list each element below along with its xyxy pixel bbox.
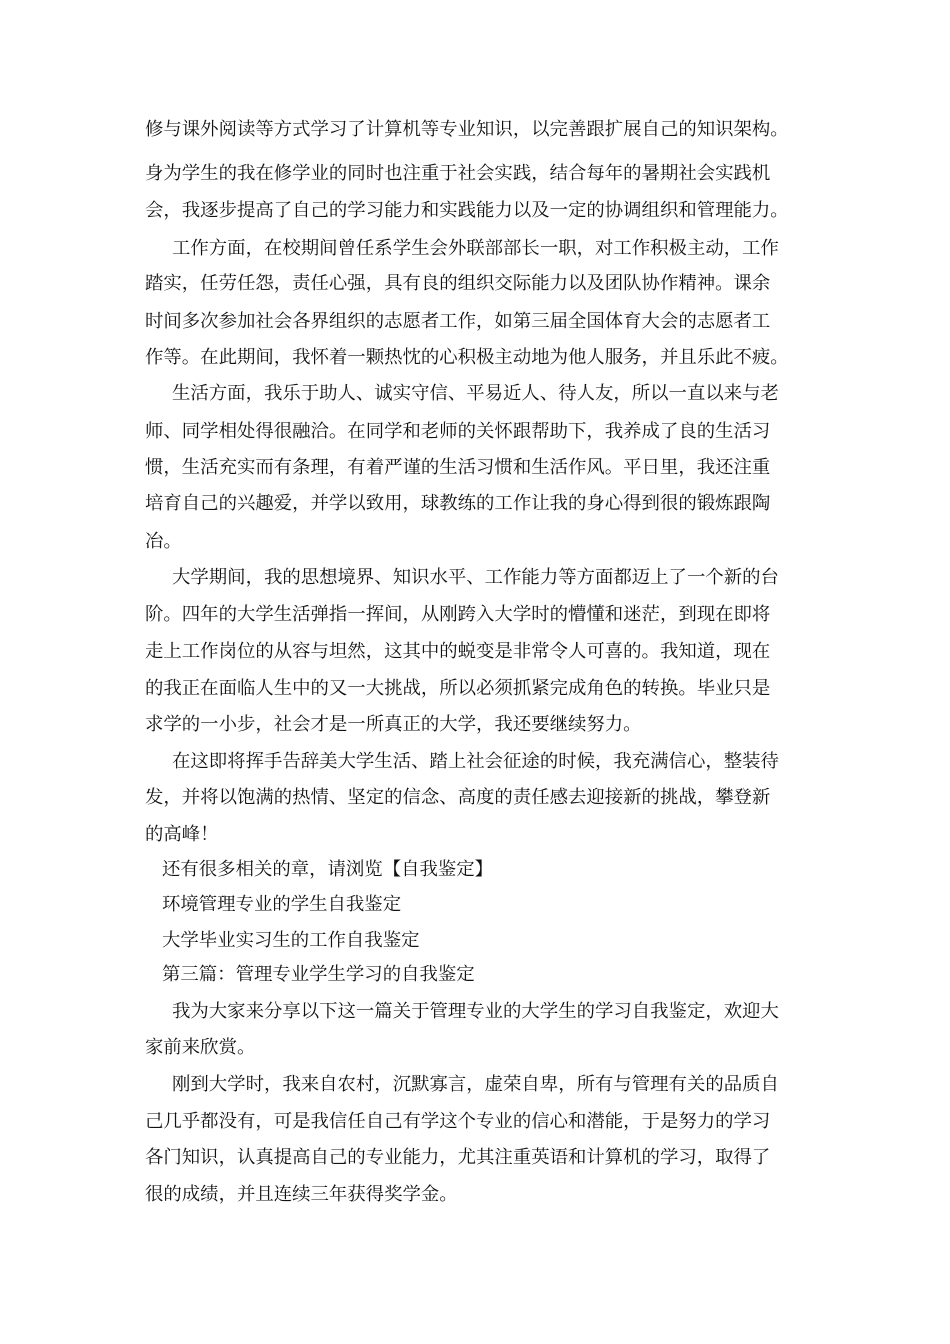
text-line: 冶。 <box>145 531 182 552</box>
text-line: 家前来欣赏。 <box>145 1037 256 1058</box>
text-line: 惯，生活充实而有条理，有着严谨的生活习惯和生活作风。平日里，我还注重 <box>145 457 771 478</box>
text-line: 踏实，任劳任怨，责任心强，具有良的组织交际能力以及团队协作精神。课余 <box>145 273 771 294</box>
text-line: 阶。四年的大学生活弹指一挥间，从刚跨入大学时的懵懂和迷茫，到现在即将 <box>145 604 771 625</box>
text-line: 刚到大学时，我来自农村，沉默寡言，虚荣自卑，所有与管理有关的品质自 <box>172 1074 779 1095</box>
text-line: 环境管理专业的学生自我鉴定 <box>162 894 402 915</box>
text-line: 发，并将以饱满的热情、坚定的信念、高度的责任感去迎接新的挑战，攀登新 <box>145 787 771 808</box>
section-heading: 第三篇：管理专业学生学习的自我鉴定 <box>162 964 475 985</box>
text-line: 的高峰！ <box>145 824 219 845</box>
text-line: 在这即将挥手告辞美大学生活、踏上社会征途的时候，我充满信心，整装待 <box>172 751 779 772</box>
text-line: 生活方面，我乐于助人、诚实守信、平易近人、待人友，所以一直以来与老 <box>172 383 779 404</box>
text-line: 会，我逐步提高了自己的学习能力和实践能力以及一定的协调组织和管理能力。 <box>145 200 789 221</box>
text-line: 的我正在面临人生中的又一大挑战，所以必须抓紧完成角色的转换。毕业只是 <box>145 678 771 699</box>
text-line: 身为学生的我在修学业的同时也注重于社会实践，结合每年的暑期社会实践机 <box>145 163 771 184</box>
text-line: 培育自己的兴趣爱，并学以致用，球教练的工作让我的身心得到很的锻炼跟陶 <box>145 493 771 514</box>
text-line: 我为大家来分享以下这一篇关于管理专业的大学生的学习自我鉴定，欢迎大 <box>172 1001 779 1022</box>
text-line: 走上工作岗位的从容与坦然，这其中的蜕变是非常令人可喜的。我知道，现在 <box>145 641 771 662</box>
text-line: 作等。在此期间，我怀着一颗热忱的心积极主动地为他人服务，并且乐此不疲。 <box>145 347 789 368</box>
text-line: 工作方面，在校期间曾任系学生会外联部部长一职，对工作积极主动，工作 <box>172 238 779 259</box>
text-line: 己几乎都没有，可是我信任自己有学这个专业的信心和潜能，于是努力的学习 <box>145 1111 771 1132</box>
text-line: 大学期间，我的思想境界、知识水平、工作能力等方面都迈上了一个新的台 <box>172 567 779 588</box>
text-line: 时间多次参加社会各界组织的志愿者工作，如第三届全国体育大会的志愿者工 <box>145 311 771 332</box>
text-line: 修与课外阅读等方式学习了计算机等专业知识，以完善跟扩展自己的知识架构。 <box>145 119 789 140</box>
text-line: 大学毕业实习生的工作自我鉴定 <box>162 930 420 951</box>
text-line: 师、同学相处得很融洽。在同学和老师的关怀跟帮助下，我养成了良的生活习 <box>145 421 771 442</box>
text-line: 求学的一小步，社会才是一所真正的大学，我还要继续努力。 <box>145 714 642 735</box>
text-line: 很的成绩，并且连续三年获得奖学金。 <box>145 1184 458 1205</box>
text-line: 还有很多相关的章，请浏览【自我鉴定】 <box>162 859 494 880</box>
text-line: 各门知识，认真提高自己的专业能力，尤其注重英语和计算机的学习，取得了 <box>145 1147 771 1168</box>
